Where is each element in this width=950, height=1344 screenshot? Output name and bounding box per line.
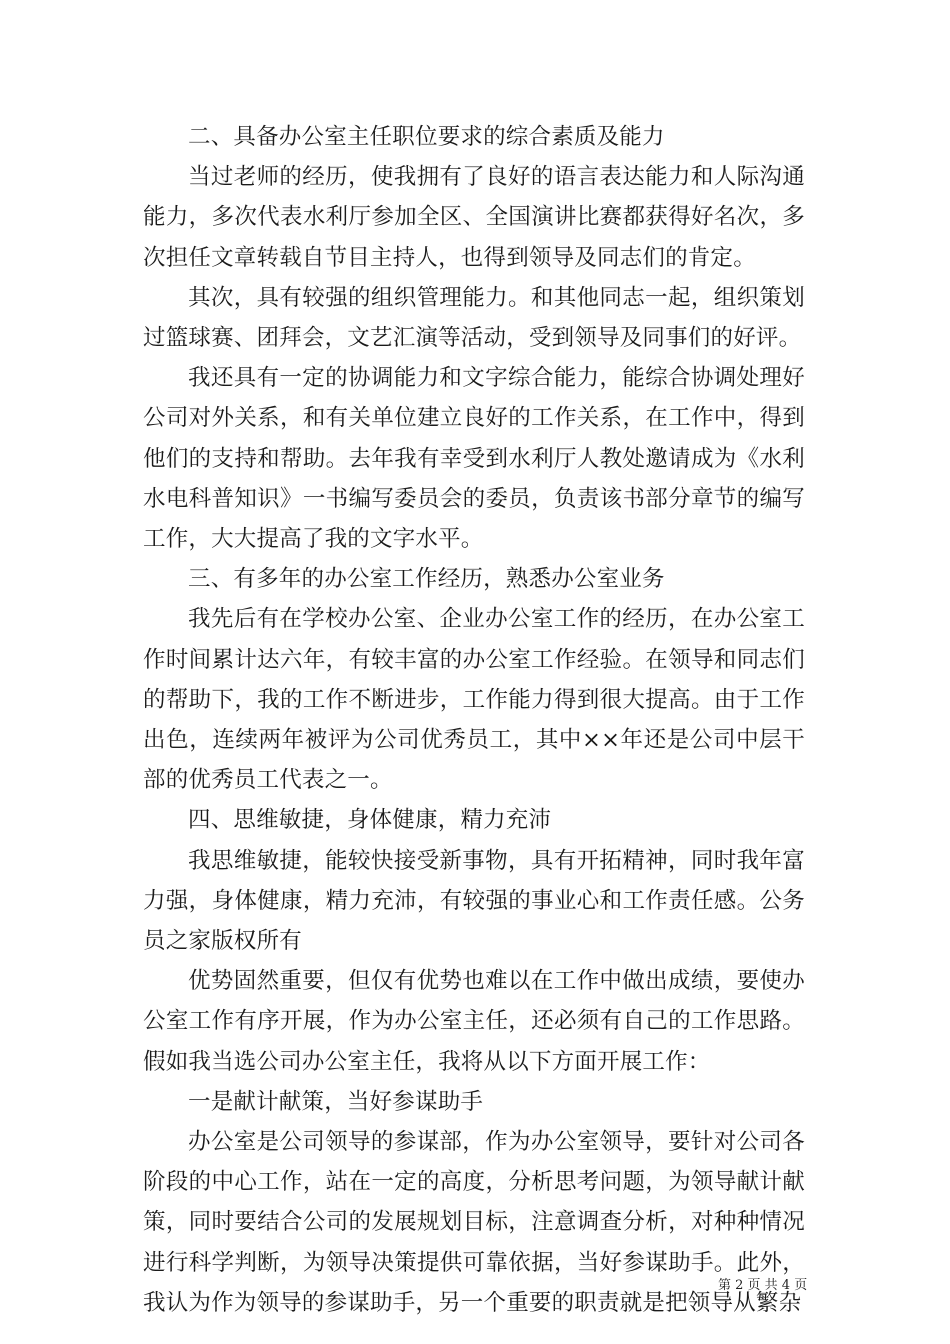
section-heading-4: 四、思维敏捷，身体健康，精力充沛 bbox=[188, 807, 552, 834]
paragraph: 我先后有在学校办公室、企业办公室工作的经历，在办公室工作时间累计达六年，有较丰富的办公室工作经验。在领导和同志们的帮助下，我的工作不断进步，工作能力得到很大提高。由于工作出色，连续两年被评为公司优秀员工，其中××年还是公司中层干部的优秀员工代表之一。 bbox=[143, 606, 805, 794]
paragraph: 办公室是公司领导的参谋部，作为办公室领导，要针对公司各阶段的中心工作，站在一定的高度，分析思考问题，为领导献计献策，同时要结合公司的发展规划目标，注意调查分析，对种种情况进行科学判断，为领导决策提供可靠依据，当好参谋助手。此外，我认为作为领导的参谋助手，另一个重要的职责就是把领导从繁杂 bbox=[143, 1129, 805, 1316]
paragraph: 我思维敏捷，能较快接受新事物，具有开拓精神，同时我年富力强，身体健康，精力充沛，有较强的事业心和工作责任感。公务员之家版权所有 bbox=[143, 847, 805, 955]
paragraph: 当过老师的经历，使我拥有了良好的语言表达能力和人际沟通能力，多次代表水利厅参加全区、全国演讲比赛都获得好名次，多次担任文章转载自节目主持人，也得到领导及同志们的肯定。 bbox=[143, 164, 805, 271]
page-number-footer: 第 2 页 共 4 页 bbox=[718, 1278, 808, 1293]
paragraph: 其次，具有较强的组织管理能力。和其他同志一起，组织策划过篮球赛、团拜会，文艺汇演等活动，受到领导及同事们的好评。 bbox=[143, 284, 805, 352]
paragraph: 我还具有一定的协调能力和文字综合能力，能综合协调处理好公司对外关系，和有关单位建立良好的工作关系，在工作中，得到他们的支持和帮助。去年我有幸受到水利厅人教处邀请成为《水利水电科普知识》一书编写委员会的委员，负责该书部分章节的编写工作，大大提高了我的文字水平。 bbox=[143, 365, 805, 553]
section-heading-3: 三、有多年的办公室工作经历，熟悉办公室业务 bbox=[188, 566, 665, 593]
section-heading-2: 二、具备办公室主任职位要求的综合素质及能力 bbox=[188, 124, 665, 150]
paragraph: 优势固然重要，但仅有优势也难以在工作中做出成绩，要使办公室工作有序开展，作为办公室主任，还必须有自己的工作思路。假如我当选公司办公室主任，我将从以下方面开展工作： bbox=[143, 968, 805, 1075]
document-body bbox=[143, 117, 808, 1323]
sub-heading-1: 一是献计献策，当好参谋助手 bbox=[188, 1088, 484, 1115]
